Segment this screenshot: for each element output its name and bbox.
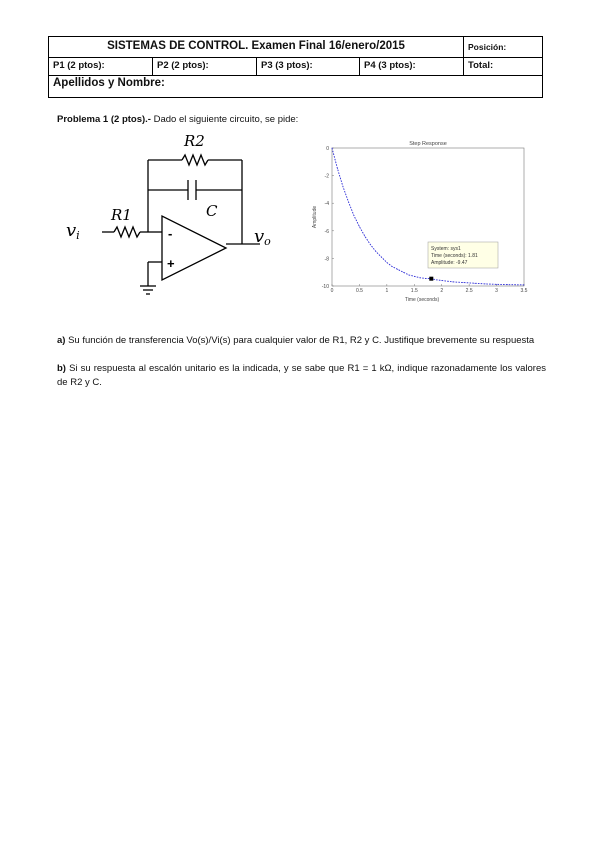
y-tick-label: -4 bbox=[324, 201, 329, 208]
p3-score: P3 (3 ptos): bbox=[257, 57, 360, 75]
part-a-letter: a) bbox=[57, 335, 66, 346]
series-point bbox=[365, 236, 366, 237]
c-label: C bbox=[206, 202, 218, 220]
series-point bbox=[376, 251, 377, 252]
x-tick-label: 2 bbox=[440, 288, 444, 294]
series-point bbox=[425, 278, 426, 279]
datatip-line-3: Amplitude: -9.47 bbox=[431, 260, 468, 266]
series-point bbox=[524, 285, 525, 286]
x-tick-label: 3 bbox=[495, 288, 498, 294]
series-point bbox=[354, 215, 355, 216]
series-point bbox=[337, 168, 338, 169]
posicion-label: Posición: bbox=[468, 42, 507, 52]
series-point bbox=[403, 272, 404, 273]
series-point bbox=[387, 262, 388, 263]
series-point bbox=[348, 201, 349, 202]
r2-resistor bbox=[182, 155, 208, 165]
p1-score: P1 (2 ptos): bbox=[49, 57, 153, 75]
exam-title: SISTEMAS DE CONTROL. Examen Final 16/enero/2015 bbox=[49, 37, 464, 57]
problem-1-heading bbox=[57, 114, 298, 125]
p2-score: P2 (2 ptos): bbox=[153, 57, 257, 75]
minus-sign: - bbox=[168, 226, 173, 241]
y-axis-label: Amplitude bbox=[312, 205, 318, 229]
series-point bbox=[392, 266, 393, 267]
step-response-chart bbox=[310, 138, 530, 303]
r1-label: R1 bbox=[111, 206, 132, 224]
part-a bbox=[57, 334, 546, 348]
r1-resistor bbox=[114, 227, 140, 237]
datatip-line-1: System: sys1 bbox=[431, 246, 461, 252]
x-tick-label: 0.5 bbox=[355, 288, 363, 294]
series-point bbox=[359, 226, 360, 227]
series-point bbox=[397, 269, 398, 270]
series-point bbox=[408, 275, 409, 276]
y-tick-label: -6 bbox=[324, 228, 329, 235]
header-row-title bbox=[49, 37, 542, 58]
series-point bbox=[463, 282, 464, 283]
series-point bbox=[474, 283, 475, 284]
x-tick-label: 2.5 bbox=[465, 288, 473, 294]
header-row-name bbox=[49, 75, 542, 97]
r2-label: R2 bbox=[184, 132, 205, 150]
part-a-text: Su función de transferencia Vo(s)/Vi(s) para cualquier valor de R1, R2 y C. Justifique brevemente su respuesta bbox=[68, 335, 535, 346]
y-tick-label: -2 bbox=[324, 173, 329, 180]
x-tick-label: 0 bbox=[330, 288, 334, 294]
x-tick-label: 1 bbox=[385, 288, 389, 294]
y-tick-label: 0 bbox=[326, 146, 329, 152]
chart-title: Step Response bbox=[409, 141, 447, 147]
vo-label: vo bbox=[254, 226, 271, 248]
vi-label: vi bbox=[66, 220, 80, 242]
part-b bbox=[57, 362, 546, 390]
series-point bbox=[343, 186, 344, 187]
x-tick-label: 3.5 bbox=[520, 288, 528, 294]
series-point bbox=[436, 279, 437, 280]
series-point bbox=[441, 280, 442, 281]
y-tick-label: -10 bbox=[321, 284, 329, 290]
p4-score: P4 (3 ptos): bbox=[360, 57, 464, 75]
y-tick-label: -8 bbox=[324, 256, 329, 263]
datatip-marker bbox=[429, 277, 433, 281]
total-score: Total: bbox=[468, 60, 494, 71]
series-point bbox=[496, 284, 497, 285]
datatip-line-2: Time (seconds): 1.81 bbox=[431, 253, 478, 259]
series-point bbox=[419, 277, 420, 278]
problem-1-intro: Dado el siguiente circuito, se pide: bbox=[153, 114, 299, 125]
x-tick-label: 1.5 bbox=[410, 288, 418, 294]
part-b-letter: b) bbox=[57, 363, 66, 374]
series-point bbox=[332, 148, 333, 149]
problem-1-title: Problema 1 (2 ptos).- bbox=[57, 114, 151, 125]
x-axis-label: Time (seconds) bbox=[404, 297, 440, 303]
series-point bbox=[507, 284, 508, 285]
series-point bbox=[485, 284, 486, 285]
plus-sign: + bbox=[167, 256, 175, 271]
series-point bbox=[370, 244, 371, 245]
header-row-scores bbox=[49, 57, 542, 76]
series-point bbox=[381, 257, 382, 258]
header-table bbox=[48, 36, 543, 98]
series-point bbox=[452, 282, 453, 283]
name-label: Apellidos y Nombre: bbox=[53, 77, 165, 89]
part-b-text: Si su respuesta al escalón unitario es la indicada, y se sabe que R1 = 1 kΩ, indique razonadamente los valores de R2 y C. bbox=[57, 363, 546, 388]
series-point bbox=[414, 276, 415, 277]
opamp-circuit-diagram bbox=[64, 128, 284, 308]
